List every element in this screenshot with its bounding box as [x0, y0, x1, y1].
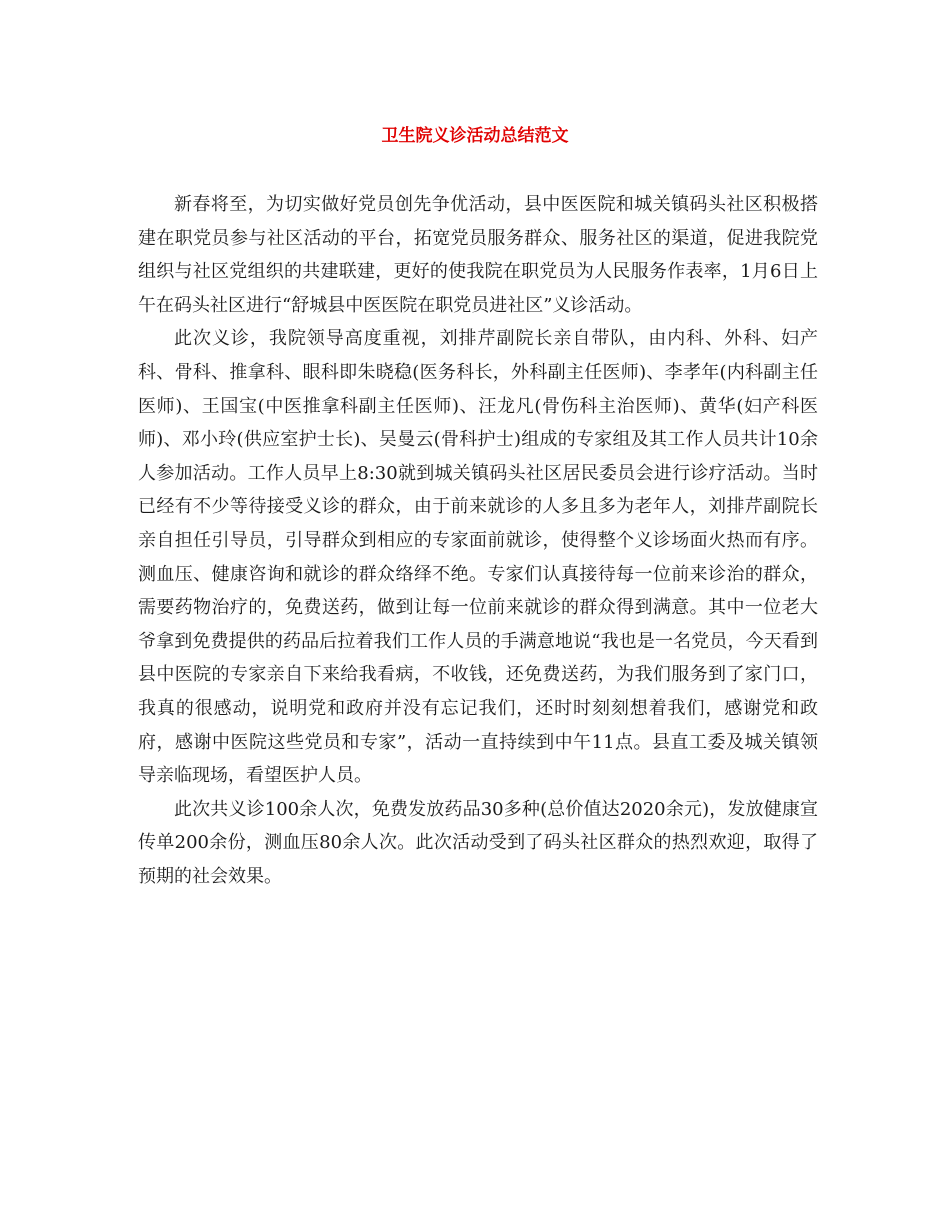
- paragraph-1: 新春将至，为切实做好党员创先争优活动，县中医医院和城关镇码头社区积极搭建在职党员参与社区活动的平台，拓宽党员服务群众、服务社区的渠道，促进我院党组织与社区党组织的共建联建，更好的使我院在职党员为人民服务作表率，1月6日上午在码头社区进行“舒城县中医医院在职党员进社区”义诊活动。: [138, 194, 818, 316]
- paragraph-2: 此次义诊，我院领导高度重视，刘排芹副院长亲自带队，由内科、外科、妇产科、骨科、推拿科、眼科即朱晓稳(医务科长，外科副主任医师)、李孝年(内科副主任医师)、王国宝(中医推拿科副主任医师)、汪龙凡(骨伤科主治医师)、黄华(妇产科医师)、邓小玲(供应室护士长)、吴曼云(骨科护士)组成的专家组及其工作人员共计10余人参加活动。工作人员早上8:30就到城关镇码头社区居民委员会进行诊疗活动。当时已经有不少等待接受义诊的群众，由于前来就诊的人多且多为老年人，刘排芹副院长亲自担任引导员，引导群众到相应的专家面前就诊，使得整个义诊场面火热而有序。测血压、健康咨询和就诊的群众络绎不绝。专家们认真接待每一位前来诊治的群众，需要药物治疗的，免费送药，做到让每一位前来就诊的群众得到满意。其中一位老大爷拿到免费提供的药品后拉着我们工作人员的手满意地说“我也是一名党员，今天看到县中医院的专家亲自下来给我看病，不收钱，还免费送药，为我们服务到了家门口，我真的很感动，说明党和政府并没有忘记我们，还时时刻刻想着我们，感谢党和政府，感谢中医院这些党员和专家”，活动一直持续到中午11点。县直工委及城关镇领导亲临现场，看望医护人员。: [138, 328, 818, 787]
- document-body: [138, 188, 818, 893]
- paragraph-3: 此次共义诊100余人次，免费发放药品30多种(总价值达2020余元)，发放健康宣传单200余份，测血压80余人次。此次活动受到了码头社区群众的热烈欢迎，取得了预期的社会效果。: [138, 798, 818, 887]
- document-title: 卫生院义诊活动总结范文: [381, 126, 569, 146]
